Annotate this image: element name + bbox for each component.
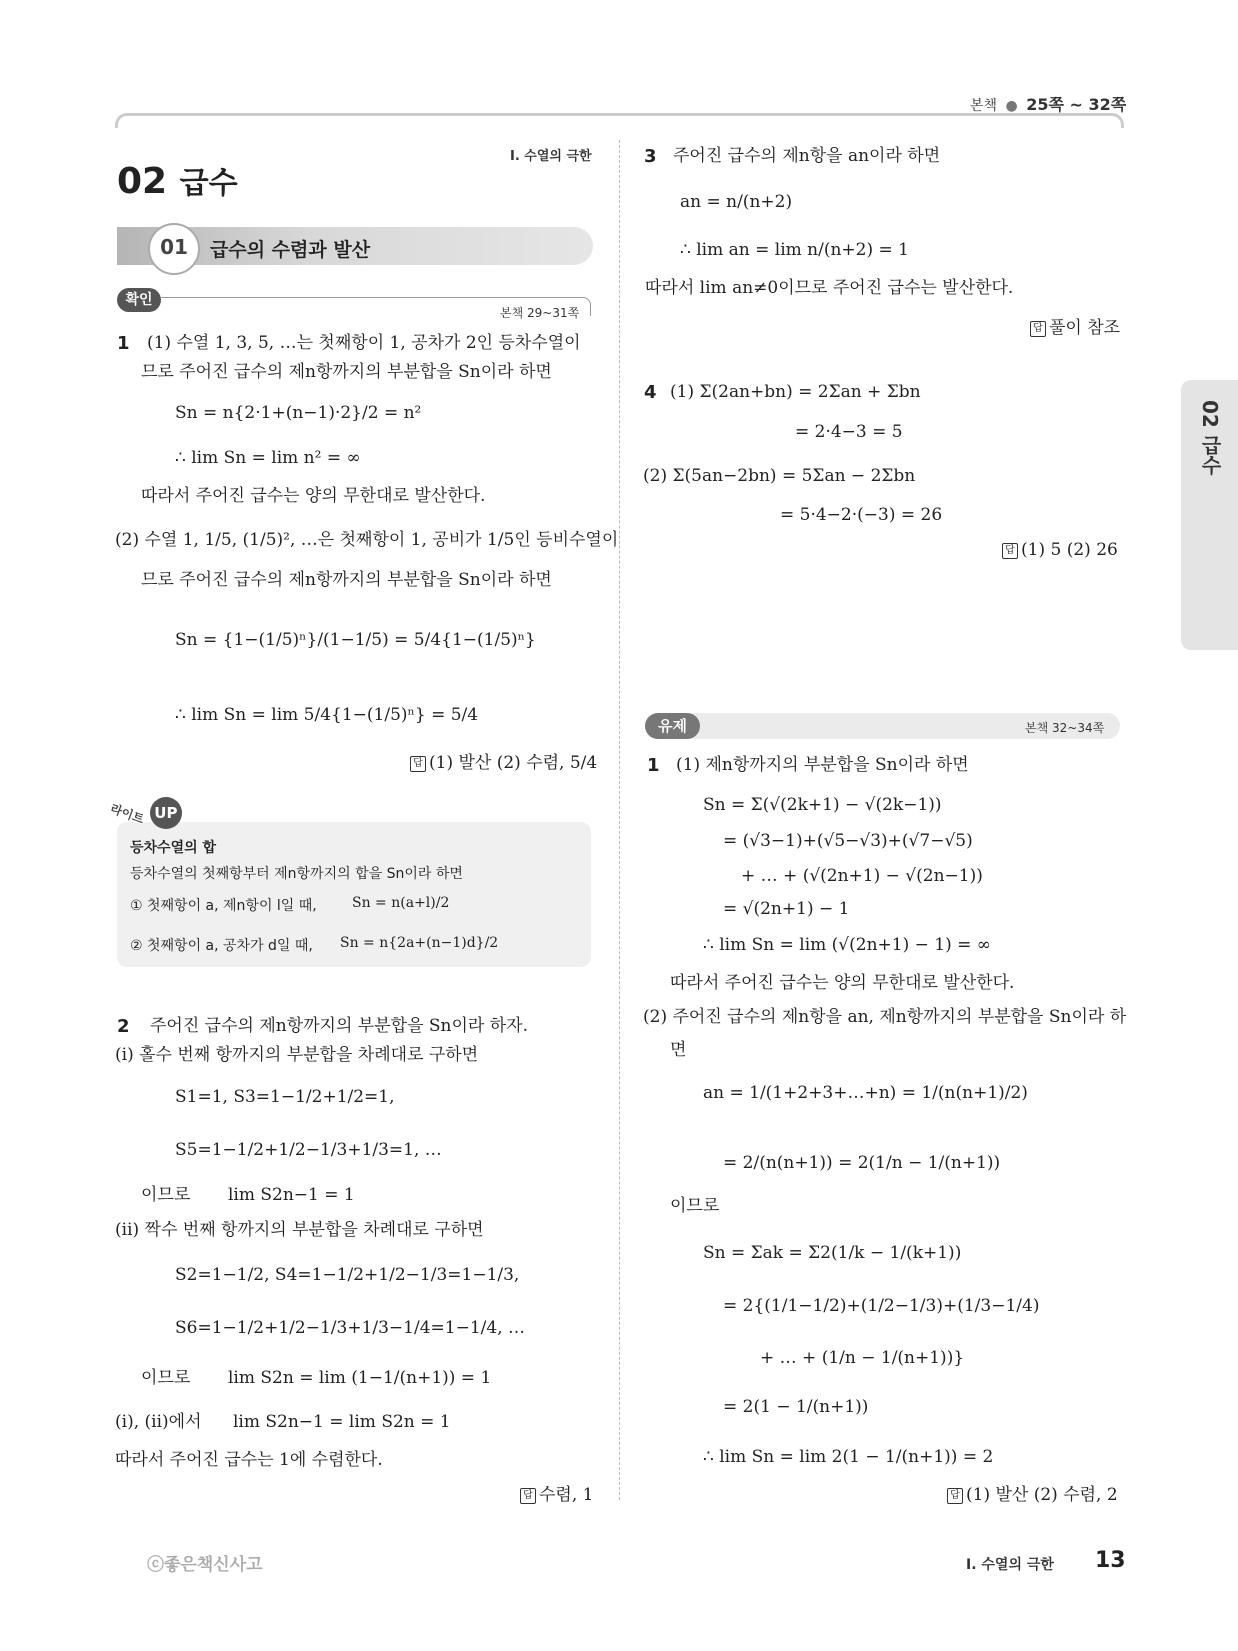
problem-number: 1	[647, 755, 660, 776]
side-tab-label: 02 급수	[1198, 400, 1222, 475]
formula: + … + (1/n − 1/(n+1))}	[760, 1348, 965, 1368]
formula: = 2(1 − 1/(n+1))	[723, 1397, 869, 1417]
section-number: 01	[148, 223, 200, 275]
formula: = 2·4−3 = 5	[795, 422, 903, 442]
formula: = (√3−1)+(√5−√3)+(√7−√5)	[723, 831, 973, 851]
formula: ∴ lim an = lim n/(n+2) = 1	[680, 240, 909, 260]
answer-icon: 답	[410, 756, 426, 772]
header-ref	[970, 92, 1126, 115]
tip-line: 등차수열의 첫째항부터 제n항까지의 합을 Sn이라 하면	[130, 866, 463, 882]
text-line: 주어진 급수의 제n항을 an이라 하면	[673, 146, 941, 166]
text-line: 이므로	[670, 1196, 720, 1216]
problem-number: 4	[644, 382, 657, 403]
text-line: 이므로	[141, 1368, 191, 1388]
text-line: (1) 수열 1, 3, 5, …는 첫째항이 1, 공차가 2인 등차수열이	[147, 333, 581, 353]
tip-badge-label: 라이트	[108, 801, 146, 827]
yuje-badge: 유제	[645, 713, 700, 739]
formula: ∴ lim Sn = lim 5/4{1−(1/5)ⁿ} = 5/4	[175, 705, 479, 725]
header-rule	[115, 113, 1124, 128]
formula: ∴ lim Sn = lim n² = ∞	[175, 448, 361, 468]
formula: S5=1−1/2+1/2−1/3+1/3=1, …	[175, 1140, 442, 1160]
problem-number: 3	[644, 146, 657, 167]
formula: = 5·4−2·(−3) = 26	[780, 505, 943, 525]
formula: S6=1−1/2+1/2−1/3+1/3−1/4=1−1/4, …	[175, 1318, 526, 1338]
problem-number: 1	[117, 333, 130, 354]
answer-text: (1) 발산 (2) 수렴, 5/4	[429, 753, 598, 773]
publisher-logo: ⓒ좋은책신사고	[147, 1555, 263, 1575]
text-line: 므로 주어진 급수의 제n항까지의 부분합을 Sn이라 하면	[141, 570, 552, 590]
hwagin-badge: 확인	[117, 288, 161, 312]
formula: lim S2n−1 = lim S2n = 1	[233, 1412, 451, 1432]
answer-icon: 답	[1030, 321, 1046, 337]
formula: ∴ lim Sn = lim (√(2n+1) − 1) = ∞	[703, 935, 991, 955]
formula: = √(2n+1) − 1	[723, 899, 850, 919]
side-tab	[1181, 380, 1238, 650]
problem-number: 2	[117, 1016, 130, 1037]
formula: S2=1−1/2, S4=1−1/2+1/2−1/3=1−1/3,	[175, 1265, 520, 1285]
answer-line	[520, 1485, 593, 1505]
tip-title: 등차수열의 합	[130, 840, 217, 856]
tip-formula: Sn = n{2a+(n−1)d}/2	[340, 935, 499, 951]
formula: = 2/(n(n+1)) = 2(1/n − 1/(n+1))	[723, 1153, 1001, 1173]
formula: = 2{(1/1−1/2)+(1/2−1/3)+(1/3−1/4)	[723, 1296, 1040, 1316]
chapter-title	[117, 158, 238, 202]
text-line: 따라서 주어진 급수는 1에 수렴한다.	[115, 1450, 383, 1470]
hwagin-ref: 본책 29~31쪽	[500, 306, 580, 320]
tip-badge	[110, 797, 182, 829]
tip-line: ① 첫째항이 a, 제n항이 l일 때,	[130, 898, 317, 914]
formula: (2) Σ(5an−2bn) = 5Σan − 2Σbn	[643, 466, 916, 486]
answer-text: (1) 5 (2) 26	[1021, 540, 1118, 560]
formula: Sn = Σak = Σ2(1/k − 1/(k+1))	[703, 1243, 962, 1263]
answer-line	[947, 1485, 1118, 1505]
section-title: 급수의 수렴과 발산	[210, 239, 371, 261]
text-line: (ⅰ), (ⅱ)에서	[115, 1412, 202, 1432]
text-line: (ⅱ) 짝수 번째 항까지의 부분합을 차례대로 구하면	[115, 1220, 484, 1240]
header-pages: 25쪽 ~ 32쪽	[1026, 95, 1127, 114]
formula: an = 1/(1+2+3+…+n) = 1/(n(n+1)/2)	[703, 1083, 1028, 1103]
answer-icon: 답	[520, 1488, 536, 1504]
text-line: 이므로	[141, 1185, 191, 1205]
formula: Sn = {1−(1/5)ⁿ}/(1−1/5) = 5/4{1−(1/5)ⁿ}	[175, 630, 536, 650]
chapter-name: 급수	[179, 166, 238, 201]
footer-unit: Ⅰ. 수열의 극한	[966, 1557, 1054, 1573]
text-line: 므로 주어진 급수의 제n항까지의 부분합을 Sn이라 하면	[141, 362, 552, 382]
bullet-icon: ●	[1005, 98, 1018, 114]
text-line: (1) 제n항까지의 부분합을 Sn이라 하면	[676, 755, 969, 775]
answer-text: (1) 발산 (2) 수렴, 2	[966, 1485, 1118, 1505]
yuje-ref: 본책 32~34쪽	[1025, 721, 1105, 735]
text-line: 주어진 급수의 제n항까지의 부분합을 Sn이라 하자.	[150, 1016, 528, 1036]
text-line: 따라서 주어진 급수는 양의 무한대로 발산한다.	[141, 486, 486, 506]
text-line: 따라서 lim an≠0이므로 주어진 급수는 발산한다.	[645, 278, 1014, 298]
formula: S1=1, S3=1−1/2+1/2=1,	[175, 1087, 395, 1107]
tip-badge-up: UP	[150, 797, 182, 829]
formula: an = n/(n+2)	[680, 192, 793, 212]
formula: Sn = n{2·1+(n−1)·2}/2 = n²	[175, 403, 422, 423]
header-book: 본책	[970, 98, 998, 114]
tip-line: ② 첫째항이 a, 공차가 d일 때,	[130, 938, 313, 954]
answer-line	[1030, 318, 1120, 338]
tip-formula: Sn = n(a+l)/2	[352, 895, 450, 911]
formula: lim S2n−1 = 1	[228, 1185, 355, 1205]
formula: lim S2n = lim (1−1/(n+1)) = 1	[228, 1368, 492, 1388]
text-line: 면	[670, 1040, 687, 1060]
formula: (1) Σ(2an+bn) = 2Σan + Σbn	[670, 382, 921, 402]
text-line: (2) 주어진 급수의 제n항을 an, 제n항까지의 부분합을 Sn이라 하	[643, 1007, 1127, 1027]
answer-icon: 답	[947, 1488, 963, 1504]
text-line: (2) 수열 1, 1/5, (1/5)², …은 첫째항이 1, 공비가 1/5인 등비수열이	[115, 530, 619, 550]
answer-text: 풀이 참조	[1049, 318, 1121, 338]
answer-icon: 답	[1002, 543, 1018, 559]
answer-text: 수렴, 1	[539, 1485, 594, 1505]
column-divider	[619, 140, 620, 1500]
formula: Sn = Σ(√(2k+1) − √(2k−1))	[703, 795, 942, 815]
formula: ∴ lim Sn = lim 2(1 − 1/(n+1)) = 2	[703, 1447, 994, 1467]
chapter-number: 02	[117, 161, 168, 202]
answer-line	[410, 753, 597, 773]
formula: + … + (√(2n+1) − √(2n−1))	[741, 866, 983, 886]
answer-line	[1002, 540, 1118, 560]
text-line: 따라서 주어진 급수는 양의 무한대로 발산한다.	[670, 973, 1015, 993]
text-line: (ⅰ) 홀수 번째 항까지의 부분합을 차례대로 구하면	[115, 1045, 479, 1065]
chapter-unit: Ⅰ. 수열의 극한	[510, 149, 592, 164]
page-number: 13	[1095, 1548, 1126, 1573]
